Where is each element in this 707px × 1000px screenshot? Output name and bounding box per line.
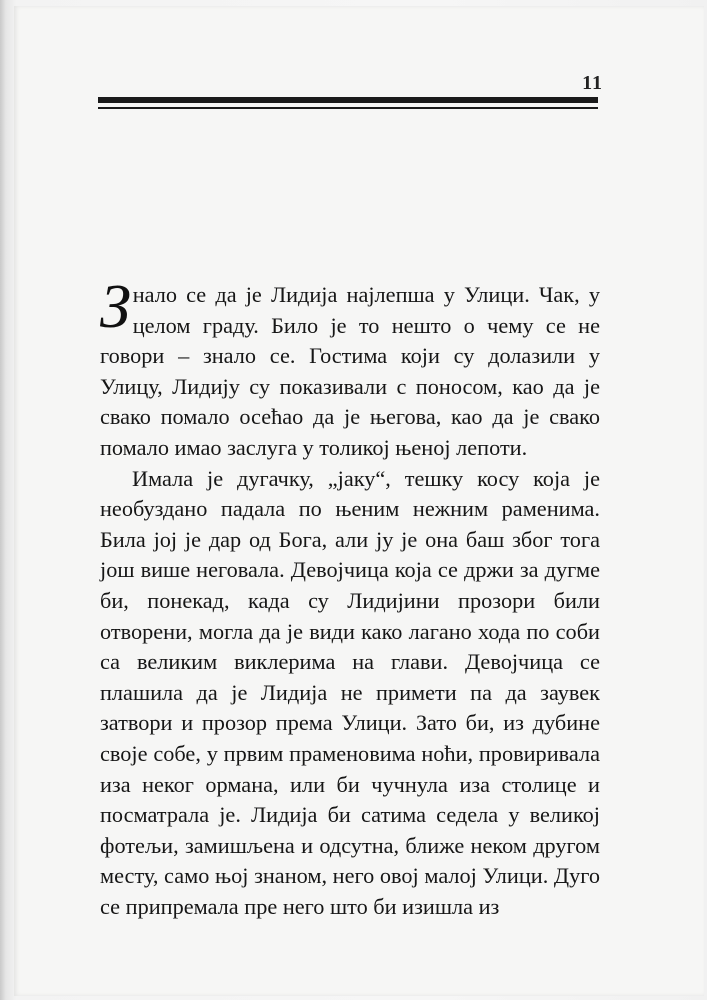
article-body: [100, 273, 600, 922]
header-rule-thick: [98, 97, 598, 103]
header-rule-thin: [98, 107, 598, 109]
drop-cap: З: [100, 273, 131, 341]
paragraph-1: [100, 273, 600, 464]
paragraph-1-text: нало се да је Лидија најлепша у Улици. Чак, у целом граду. Било је то нешто о чему се не говори – знало се. Гостима који су долазили у Улицу, Лидију су показивали с поносом, као да је свако помало осећао да је његова, као да је свако помало имао заслуга у толикој њеној лепоти.: [100, 282, 600, 460]
page-number: 11: [582, 72, 603, 94]
paragraph-2: Имала је дугачку, „јаку“, тешку косу која је необуздано падала по њеним нежним раменима. Била јој је дар од Бога, али ју је она баш због тога још више неговала. Девојчица која се држи за дугме би, понекад, када су Лидијини прозори били отворени, могла да је види како лагано хода по соби са великим виклерима на глави. Девојчица се плашила да је Лидија не примети па да заувек затвори и прозор према Улици. Зато би, из дубине своје собе, у првим праменовима ноћи, провиривала иза неког ормана, или би чучнула иза столице и посматрала је. Лидија би сатима седела у великој фотељи, замишљена и одсутна, ближе неком другом месту, само њој знаном, него овој малој Улици. Дуго се припремала пре него што би изишла из: [100, 465, 600, 919]
